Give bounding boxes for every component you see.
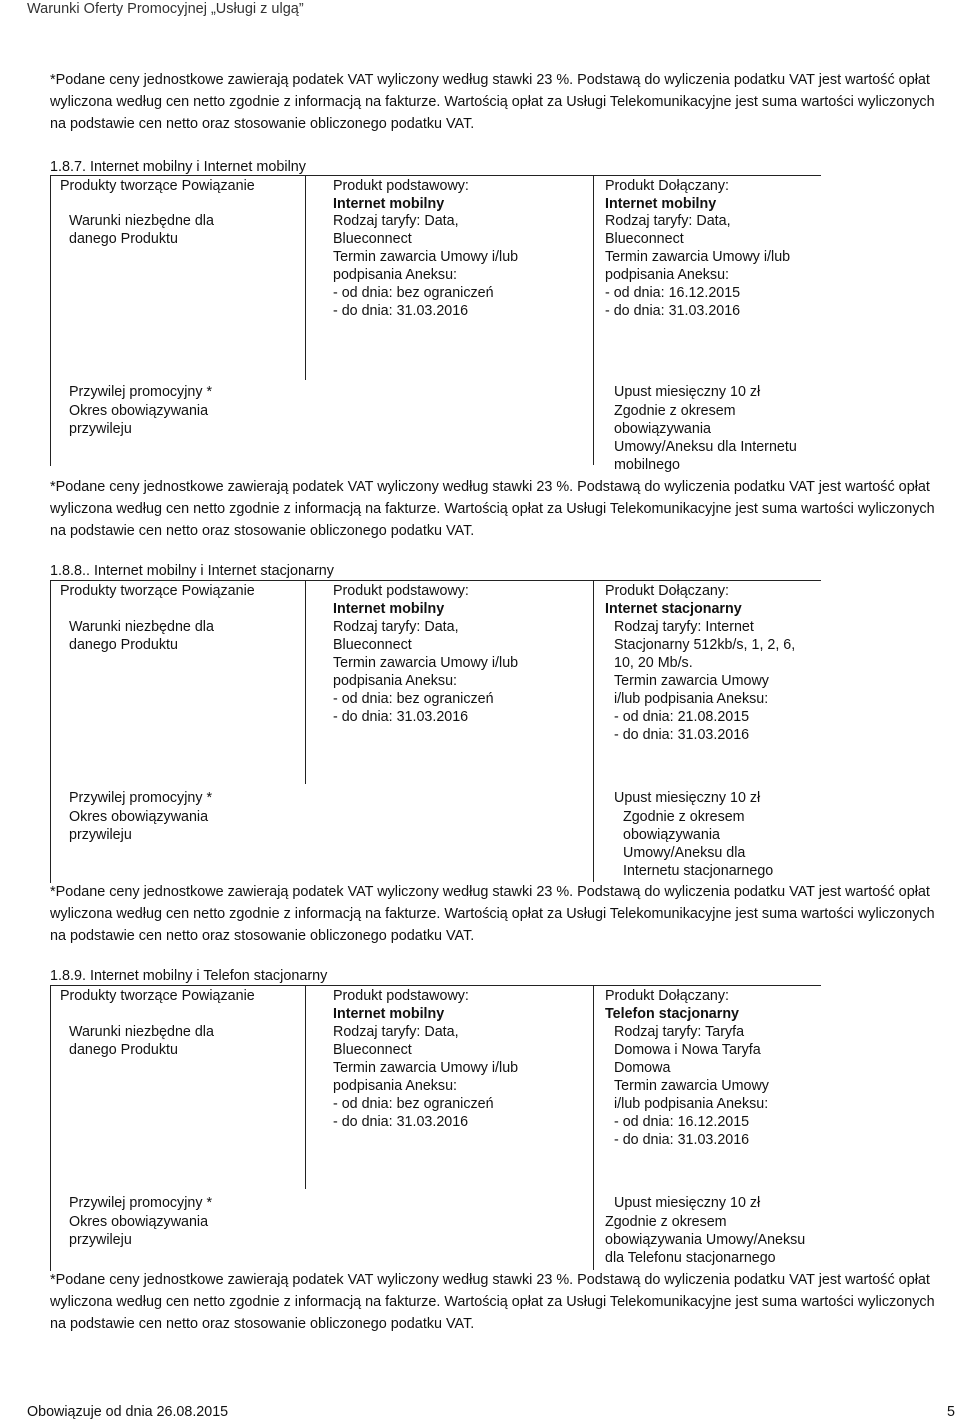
period-label: Okres obowiązywania przywileju bbox=[69, 809, 209, 843]
vat-note: *Podane ceny jednostkowe zawierają podatek VAT wyliczony według stawki 23 %. Podstawą do wyliczenia podatku VAT jest wartość opłat wyliczona według cen netto zgodnie z informacją na fakturze. Wartością opłat za Usługi Telekomunikacyjne jest suma wartości wyliczonych na podstawie cen netto oraz stosowanie obliczonego podatku VAT. bbox=[50, 884, 935, 944]
section-title: 1.8.8.. Internet mobilny i Internet stacjonarny bbox=[50, 563, 334, 579]
conditions-label: Warunki niezbędne dla danego Produktu bbox=[69, 213, 214, 247]
addon-product-name: Internet stacjonarny bbox=[605, 601, 742, 617]
vat-note: *Podane ceny jednostkowe zawierają podatek VAT wyliczony według stawki 23 %. Podstawą do wyliczenia podatku VAT jest wartość opłat wyliczona według cen netto zgodnie z informacją na fakturze. Wartością opłat za Usługi Telekomunikacyjne jest suma wartości wyliczonych na podstawie cen netto oraz stosowanie obliczonego podatku VAT. bbox=[50, 1272, 935, 1332]
period-label: Okres obowiązywania przywileju bbox=[69, 1214, 209, 1248]
section-title: 1.8.9. Internet mobilny i Telefon stacjonarny bbox=[50, 968, 328, 984]
basic-product-conditions: Rodzaj taryfy: Data, Blueconnect Termin zawarcia Umowy i/lub podpisania Aneksu: - od dnia: bez ograniczeń - do dnia: 31.03.2016 bbox=[333, 619, 519, 725]
privilege-label: Przywilej promocyjny * bbox=[69, 1195, 213, 1211]
privilege-value: Upust miesięczny 10 zł bbox=[614, 384, 761, 400]
privilege-label: Przywilej promocyjny * bbox=[69, 790, 213, 806]
table-divider bbox=[593, 1189, 594, 1270]
privilege-value: Upust miesięczny 10 zł bbox=[614, 790, 761, 806]
period-value: Zgodnie z okresem obowiązywania Umowy/Aneksu dla Telefonu stacjonarnego bbox=[605, 1214, 806, 1266]
page-number: 5 bbox=[947, 1404, 955, 1420]
basic-product-name: Internet mobilny bbox=[333, 601, 445, 617]
vat-note: *Podane ceny jednostkowe zawierają podatek VAT wyliczony według stawki 23 %. Podstawą do wyliczenia podatku VAT jest wartość opłat wyliczona według cen netto zgodnie z informacją na fakturze. Wartością opłat za Usługi Telekomunikacyjne jest suma wartości wyliczonych na podstawie cen netto oraz stosowanie obliczonego podatku VAT. bbox=[50, 72, 935, 132]
table-divider bbox=[593, 175, 594, 380]
table-divider bbox=[305, 580, 306, 784]
section-title: 1.8.7. Internet mobilny i Internet mobilny bbox=[50, 159, 306, 175]
conditions-label: Warunki niezbędne dla danego Produktu bbox=[69, 619, 214, 653]
table-divider bbox=[593, 580, 594, 784]
basic-product-header: Produkt podstawowy: bbox=[333, 988, 469, 1004]
basic-product-header: Produkt podstawowy: bbox=[333, 178, 469, 194]
conditions-label: Warunki niezbędne dla danego Produktu bbox=[69, 1024, 214, 1058]
page-header-title: Warunki Oferty Promocyjnej „Usługi z ulgą” bbox=[27, 1, 304, 17]
table-divider bbox=[593, 784, 594, 882]
table-divider bbox=[305, 175, 306, 380]
addon-product-header: Produkt Dołączany: bbox=[605, 988, 729, 1004]
addon-product-conditions: Rodzaj taryfy: Taryfa Domowa i Nowa Taryfa Domowa Termin zawarcia Umowy i/lub podpisania Aneksu: - od dnia: 16.12.2015 - do dnia: 31.03.2016 bbox=[614, 1024, 769, 1148]
basic-product-name: Internet mobilny bbox=[333, 1006, 445, 1022]
addon-product-name: Internet mobilny bbox=[605, 196, 717, 212]
table-divider bbox=[593, 380, 594, 465]
basic-product-conditions: Rodzaj taryfy: Data, Blueconnect Termin zawarcia Umowy i/lub podpisania Aneksu: - od dnia: bez ograniczeń - do dnia: 31.03.2016 bbox=[333, 213, 519, 319]
products-label: Produkty tworzące Powiązanie bbox=[60, 988, 255, 1004]
privilege-value: Upust miesięczny 10 zł bbox=[614, 1195, 761, 1211]
addon-product-conditions: Rodzaj taryfy: Internet Stacjonarny 512kb/s, 1, 2, 6, 10, 20 Mb/s. Termin zawarcia Umowy i/lub podpisania Aneksu: - od dnia: 21.08.2015 - do dnia: 31.03.2016 bbox=[614, 619, 796, 743]
basic-product-name: Internet mobilny bbox=[333, 196, 445, 212]
products-label: Produkty tworzące Powiązanie bbox=[60, 178, 255, 194]
period-value: Zgodnie z okresem obowiązywania Umowy/Aneksu dla Internetu mobilnego bbox=[614, 403, 797, 473]
addon-product-name: Telefon stacjonarny bbox=[605, 1006, 739, 1022]
table-divider bbox=[305, 985, 306, 1189]
products-label: Produkty tworzące Powiązanie bbox=[60, 583, 255, 599]
table-divider bbox=[593, 985, 594, 1189]
basic-product-header: Produkt podstawowy: bbox=[333, 583, 469, 599]
addon-product-conditions: Rodzaj taryfy: Data, Blueconnect Termin zawarcia Umowy i/lub podpisania Aneksu: - od dnia: 16.12.2015 - do dnia: 31.03.2016 bbox=[605, 213, 791, 319]
period-value: Zgodnie z okresem obowiązywania Umowy/Aneksu dla Internetu stacjonarnego bbox=[623, 809, 774, 879]
period-label: Okres obowiązywania przywileju bbox=[69, 403, 209, 437]
addon-product-header: Produkt Dołączany: bbox=[605, 583, 729, 599]
effective-date: Obowiązuje od dnia 26.08.2015 bbox=[27, 1404, 229, 1420]
privilege-label: Przywilej promocyjny * bbox=[69, 384, 213, 400]
basic-product-conditions: Rodzaj taryfy: Data, Blueconnect Termin zawarcia Umowy i/lub podpisania Aneksu: - od dnia: bez ograniczeń - do dnia: 31.03.2016 bbox=[333, 1024, 519, 1130]
vat-note: *Podane ceny jednostkowe zawierają podatek VAT wyliczony według stawki 23 %. Podstawą do wyliczenia podatku VAT jest wartość opłat wyliczona według cen netto zgodnie z informacją na fakturze. Wartością opłat za Usługi Telekomunikacyjne jest suma wartości wyliczonych na podstawie cen netto oraz stosowanie obliczonego podatku VAT. bbox=[50, 479, 935, 539]
addon-product-header: Produkt Dołączany: bbox=[605, 178, 729, 194]
